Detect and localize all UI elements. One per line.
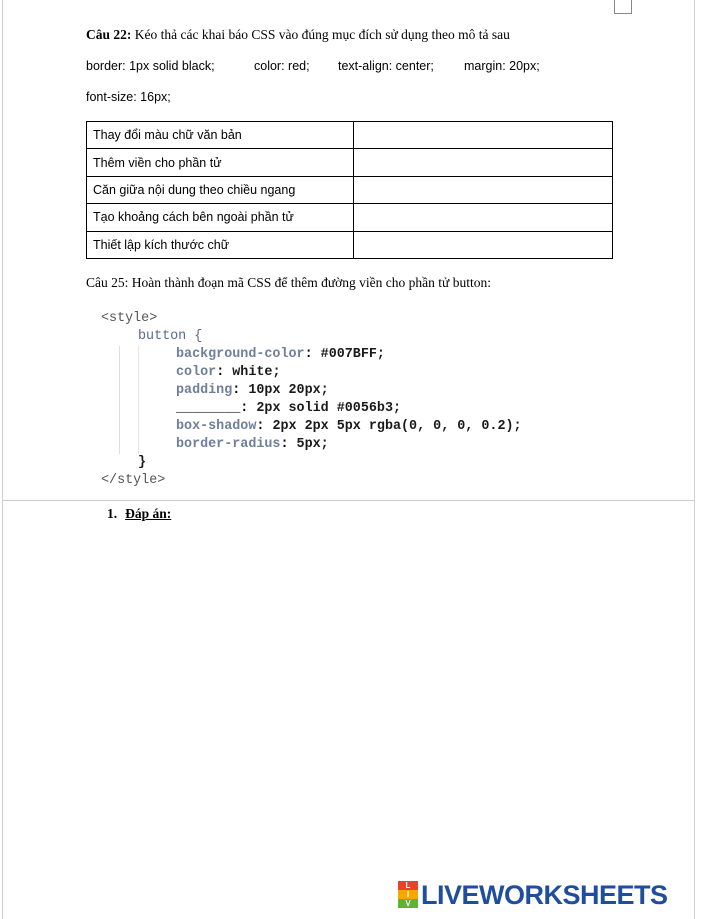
code-open-tag: <style> [101, 311, 158, 326]
table-row [87, 204, 613, 231]
table-row [87, 231, 613, 258]
answer-heading [107, 506, 171, 522]
code-value: #007BFF; [312, 347, 385, 362]
code-selector: button { [138, 329, 203, 344]
code-value: 10px 20px; [240, 383, 329, 398]
page-border-right [694, 0, 695, 919]
drag-option-margin[interactable]: margin: 20px; [464, 59, 540, 73]
page-corner-checkbox [614, 0, 632, 14]
code-property: background-color [176, 347, 305, 362]
question-22-heading [86, 27, 510, 43]
code-line: border-radius: 5px; [176, 437, 329, 452]
brand-name: LIVEWORKSHEETS [421, 879, 668, 910]
code-close-brace: } [138, 455, 147, 470]
code-property: color [176, 365, 217, 380]
table-row [87, 176, 613, 203]
row-description: Thiết lập kích thước chữ [87, 231, 354, 258]
question-25-heading: Câu 25: Hoàn thành đoạn mã CSS để thêm đường viền cho phần tử button: [86, 275, 491, 290]
code-indent-guide [119, 346, 120, 454]
drop-zone[interactable] [353, 176, 612, 203]
page-separator [2, 500, 695, 501]
code-value: white; [224, 365, 281, 380]
drop-zone[interactable] [353, 231, 612, 258]
code-line: color: white; [176, 365, 281, 380]
matching-table [86, 121, 613, 259]
code-blank-input[interactable]: ________ [176, 401, 241, 416]
code-line: padding: 10px 20px; [176, 383, 329, 398]
page-border-left [2, 0, 3, 919]
code-property: padding [176, 383, 233, 398]
drag-option-color[interactable]: color: red; [254, 59, 310, 73]
row-description: Thay đổi màu chữ văn bản [87, 122, 354, 149]
code-property: box-shadow [176, 419, 257, 434]
live-logo-icon [398, 881, 418, 909]
code-line: background-color: #007BFF; [176, 347, 385, 362]
live-letter: L [398, 881, 418, 890]
row-description: Tạo khoảng cách bên ngoài phần tử [87, 204, 354, 231]
drop-zone[interactable] [353, 204, 612, 231]
live-letter: V [398, 899, 418, 908]
code-indent-guide [138, 346, 139, 454]
answer-number: 1. [107, 506, 118, 521]
code-line: ________: 2px solid #0056b3; [176, 401, 402, 416]
code-value: 2px solid #0056b3; [248, 401, 402, 416]
code-line: box-shadow: 2px 2px 5px rgba(0, 0, 0, 0.2); [176, 419, 522, 434]
question-22-label: Câu 22: [86, 27, 132, 42]
drag-option-border[interactable]: border: 1px solid black; [86, 59, 215, 73]
drag-option-text-align[interactable]: text-align: center; [338, 59, 434, 73]
answer-label: Đáp án: [125, 506, 172, 521]
table-row [87, 122, 613, 149]
code-value: 5px; [288, 437, 329, 452]
code-property: border-radius [176, 437, 281, 452]
question-22-text: Kéo thả các khai báo CSS vào đúng mục đích sử dụng theo mô tả sau [131, 27, 510, 42]
drop-zone[interactable] [353, 122, 612, 149]
drop-zone[interactable] [353, 149, 612, 176]
code-value: 2px 2px 5px rgba(0, 0, 0, 0.2); [264, 419, 522, 434]
code-close-tag: </style> [101, 473, 166, 488]
liveworksheets-logo [398, 880, 668, 910]
row-description: Thêm viền cho phần tử [87, 149, 354, 176]
live-letter: I [398, 890, 418, 899]
row-description: Căn giữa nội dung theo chiều ngang [87, 176, 354, 203]
table-row [87, 149, 613, 176]
drag-option-font-size[interactable]: font-size: 16px; [86, 90, 171, 104]
